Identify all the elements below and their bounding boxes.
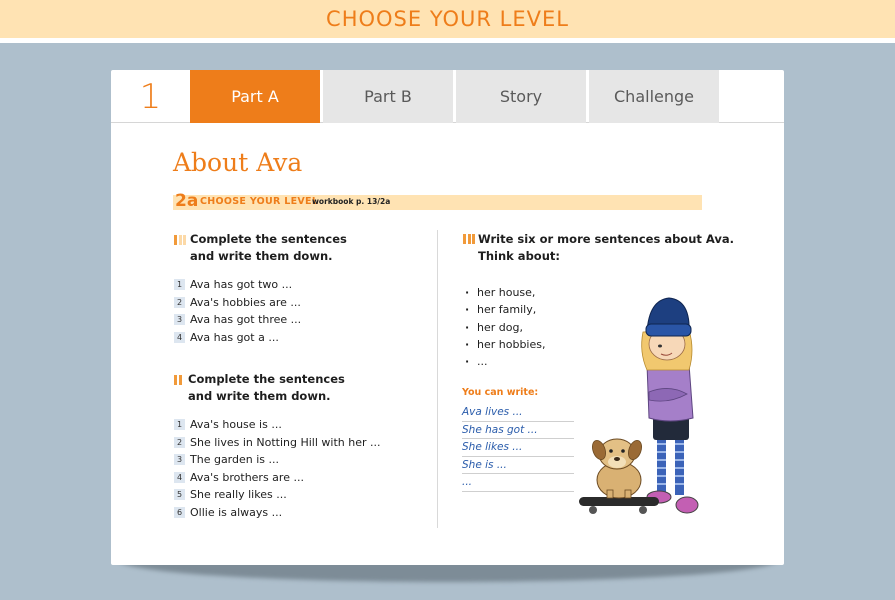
task2-list — [174, 416, 380, 521]
you-can-write-label: You can write: — [462, 387, 539, 398]
tab-bar — [111, 70, 784, 123]
sentence-starter: She likes ... — [462, 439, 574, 457]
list-item: · her dog, — [463, 319, 545, 336]
list-item: 1 Ava has got two ... — [174, 276, 301, 294]
task1-title — [190, 231, 347, 265]
page-title: About Ava — [173, 148, 303, 177]
task3-title — [478, 231, 734, 265]
list-item: 2 She lives in Notting Hill with her ... — [174, 434, 380, 452]
banner-divider — [0, 38, 895, 43]
task1-list — [174, 276, 301, 346]
list-item: 4 Ava's brothers are ... — [174, 469, 380, 487]
level-2-icon — [174, 375, 182, 385]
task2-title-line1: Complete the sentences — [188, 372, 345, 386]
unit-number: 1 — [139, 76, 162, 117]
sentence-starter: She has got ... — [462, 422, 574, 440]
skateboard-icon — [579, 497, 659, 514]
list-item: 5 She really likes ... — [174, 486, 380, 504]
you-can-write-list — [462, 404, 574, 492]
sentence-starter: She is ... — [462, 457, 574, 475]
task2-title — [188, 371, 345, 405]
task2-title-line2: and write them down. — [188, 389, 331, 403]
list-item: 1 Ava's house is ... — [174, 416, 380, 434]
task3-title-line1: Write six or more sentences about Ava. — [478, 232, 735, 246]
banner-title: CHOOSE YOUR LEVEL — [0, 0, 895, 38]
exercise-heading — [173, 191, 702, 211]
sentence-starter: ... — [462, 474, 574, 492]
exercise-label: CHOOSE YOUR LEVEL — [200, 196, 319, 207]
tab-story[interactable]: Story — [456, 70, 586, 123]
list-item: 6 Ollie is always ... — [174, 504, 380, 522]
column-divider — [437, 230, 438, 528]
workbook-reference: workbook p. 13/2a — [312, 197, 391, 206]
list-item: 3 Ava has got three ... — [174, 311, 301, 329]
tab-challenge[interactable]: Challenge — [589, 70, 719, 123]
ava-and-dog-illustration — [577, 292, 707, 527]
task3-bullets — [463, 284, 545, 370]
list-item: 3 The garden is ... — [174, 451, 380, 469]
list-item: 4 Ava has got a ... — [174, 329, 301, 347]
dog-icon — [590, 439, 644, 498]
task1-title-line2: and write them down. — [190, 249, 333, 263]
list-item: · her hobbies, — [463, 336, 545, 353]
task1-title-line1: Complete the sentences — [190, 232, 347, 246]
sentence-starter: Ava lives ... — [462, 404, 574, 422]
level-1-icon — [174, 235, 186, 245]
tab-part-b[interactable]: Part B — [323, 70, 453, 123]
textbook-page — [111, 70, 784, 565]
list-item: 2 Ava's hobbies are ... — [174, 294, 301, 312]
level-3-icon — [463, 234, 475, 244]
list-item: · her family, — [463, 301, 545, 318]
tab-part-a[interactable]: Part A — [190, 70, 320, 123]
list-item: · ... — [463, 353, 545, 370]
task3-title-line2: Think about: — [478, 249, 560, 263]
exercise-number: 2a — [175, 191, 199, 211]
list-item: · her house, — [463, 284, 545, 301]
